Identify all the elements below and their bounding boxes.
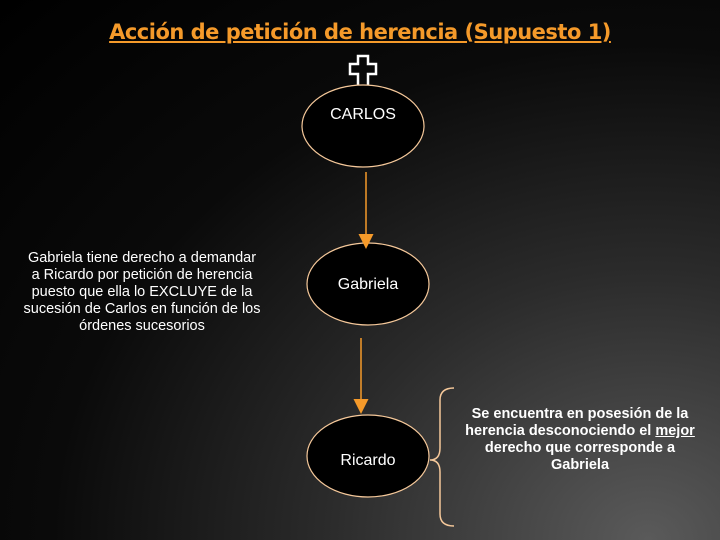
node-carlos-shape bbox=[302, 85, 424, 167]
page-title: Acción de petición de herencia (Supuesto 1) bbox=[109, 20, 611, 44]
brace-icon bbox=[430, 388, 454, 526]
right-note-after: derecho que corresponde a Gabriela bbox=[484, 440, 676, 473]
right-note bbox=[460, 406, 700, 474]
node-carlos-label: CARLOS bbox=[330, 106, 396, 123]
right-note-emphasis: mejor bbox=[655, 423, 695, 439]
node-ricardo-label: Ricardo bbox=[340, 452, 396, 469]
node-gabriela-label: Gabriela bbox=[337, 276, 399, 293]
left-note: Gabriela tiene derecho a demandar a Ricardo por petición de herencia puesto que ella lo EXCLUYE de la sucesión de Carlos en función de los órdenes sucesorios bbox=[23, 250, 261, 334]
right-note-before: Se encuentra en posesión de la herencia desconociendo el bbox=[465, 406, 689, 439]
